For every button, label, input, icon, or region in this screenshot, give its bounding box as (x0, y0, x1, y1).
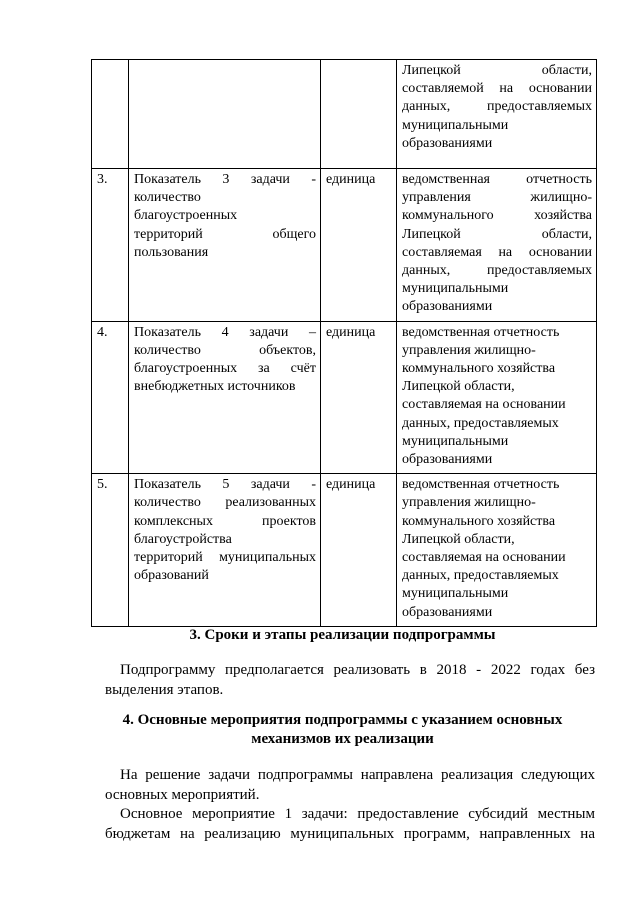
source-line: Липецкой области, (402, 379, 515, 395)
unit-cell: единица (321, 321, 397, 474)
name-line: пользования (134, 244, 209, 260)
row-number-cell: 4. (92, 321, 129, 474)
source-cell (397, 474, 597, 627)
source-line: муниципальными (402, 281, 509, 297)
name-line: территорий муниципальных (134, 550, 316, 566)
name-line: количество объектов, (134, 342, 316, 358)
table-row (92, 60, 597, 169)
unit-cell: единица (321, 169, 397, 322)
table-row (92, 474, 597, 627)
paragraph-line: На решение задачи подпрограммы направлена реализация следующих (120, 767, 595, 783)
name-line: количество реализованных (134, 495, 316, 511)
section-3-title: 3. Сроки и этапы реализации подпрограммы (189, 627, 496, 643)
source-line: составляемая на основании (402, 397, 566, 413)
source-line: данных, предоставляемых (402, 99, 592, 115)
section-4-title (80, 711, 605, 749)
name-line: внебюджетных источников (134, 379, 296, 395)
source-line: управления жилищно- (402, 342, 536, 358)
source-line: образованиями (402, 299, 493, 315)
source-line: муниципальными (402, 117, 509, 133)
section-4-paragraph-1 (105, 766, 595, 805)
name-line: образований (134, 568, 209, 584)
section-4-title-line: 4. Основные мероприятия подпрограммы с указанием основных (122, 712, 563, 728)
source-line: муниципальными (402, 586, 509, 602)
section-4-title-line: механизмов их реализации (251, 731, 434, 747)
source-line: управления жилищно- (402, 190, 592, 206)
source-line: данных, предоставляемых (402, 263, 592, 279)
indicators-table-body (92, 60, 597, 627)
source-line: ведомственная отчетность (402, 172, 592, 187)
source-cell (397, 321, 597, 474)
paragraph-line: Подпрограмму предполагается реализовать в 2018 - 2022 годах без (120, 662, 595, 678)
source-cell (397, 169, 597, 322)
source-line: данных, предоставляемых (402, 415, 559, 431)
source-line: ведомственная отчетность (402, 324, 560, 340)
name-line: Показатель 5 задачи - (134, 477, 316, 493)
paragraph-line: бюджетам на реализацию муниципальных программ, направленных на (105, 825, 595, 842)
unit-cell: единица (321, 474, 397, 627)
source-line: коммунального хозяйства (402, 361, 556, 377)
unit-cell (321, 60, 397, 169)
paragraph-line: выделения этапов. (105, 681, 224, 698)
row-number-cell: 3. (92, 169, 129, 322)
source-line: образованиями (402, 452, 493, 468)
name-line: количество (134, 190, 201, 206)
name-line: благоустроенных (134, 208, 238, 224)
indicator-name-cell (129, 474, 321, 627)
source-line: составляемая на основании (402, 550, 566, 566)
name-line: благоустроенных за счёт (134, 361, 316, 377)
name-line: комплексных проектов (134, 513, 316, 529)
source-line: ведомственная отчетность (402, 477, 560, 493)
paragraph-line: Основное мероприятие 1 задачи: предоставление субсидий местным (120, 806, 595, 822)
name-line: территорий общего (134, 226, 316, 242)
name-line: благоустройства (134, 531, 232, 547)
table-row (92, 321, 597, 474)
name-line: Показатель 3 задачи - (134, 172, 316, 187)
source-line: образованиями (402, 135, 493, 151)
source-line: Липецкой области, (402, 63, 592, 78)
section-3-paragraph (105, 661, 595, 700)
row-number-cell (92, 60, 129, 169)
name-line: Показатель 4 задачи – (134, 324, 316, 340)
indicator-name-cell (129, 321, 321, 474)
source-line: составляемая на основании (402, 244, 592, 260)
source-line: муниципальными (402, 433, 509, 449)
source-line: данных, предоставляемых (402, 568, 559, 584)
section-4-paragraph-2 (105, 805, 595, 844)
source-line: Липецкой области, (402, 226, 592, 242)
source-line: управления жилищно- (402, 495, 536, 511)
row-number-cell: 5. (92, 474, 129, 627)
paragraph-line: основных мероприятий. (105, 786, 260, 803)
source-line: Липецкой области, (402, 531, 515, 547)
indicator-name-cell (129, 60, 321, 169)
source-line: коммунального хозяйства (402, 513, 556, 529)
source-line: образованиями (402, 604, 493, 620)
table-row (92, 169, 597, 322)
indicators-table (91, 59, 597, 627)
source-line: составляемой на основании (402, 81, 592, 97)
indicator-name-cell (129, 169, 321, 322)
source-line: коммунального хозяйства (402, 208, 592, 224)
source-cell (397, 60, 597, 169)
